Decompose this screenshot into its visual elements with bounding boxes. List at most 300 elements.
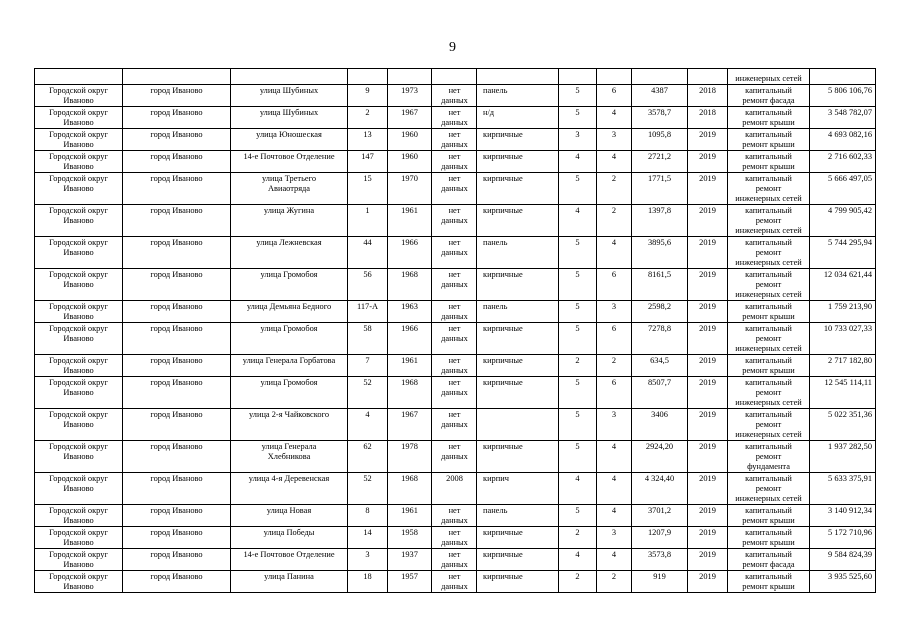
cell-line: ремонт крыши (742, 366, 795, 375)
cell-renovation-year (432, 237, 477, 269)
cell-renovation-year (432, 323, 477, 355)
cell-settlement (123, 355, 231, 377)
cell-line: Иваново (63, 484, 94, 493)
cell-empty (432, 69, 477, 85)
cell-house-number: 8 (348, 505, 388, 527)
cell-work-type: инженерных сетей (728, 69, 810, 85)
cell-line: город Иваново (150, 410, 203, 419)
cell-line: улица Громобоя (260, 270, 318, 279)
cell-settlement (123, 129, 231, 151)
cell-house-number: 117-А (348, 301, 388, 323)
cell-floors: 2 (559, 355, 597, 377)
cell-build-year: 1967 (388, 409, 432, 441)
cell-entrances: 4 (597, 441, 632, 473)
cell-line: улица 2-я Чайковского (248, 410, 330, 419)
cell-municipal-district (35, 269, 123, 301)
cell-cost: 4 799 905,42 (810, 205, 876, 237)
cell-line: Городской округ (49, 324, 108, 333)
cell-line: улица Третьего (261, 174, 317, 183)
cell-build-year: 1970 (388, 173, 432, 205)
cell-line: улица Громобоя (260, 324, 318, 333)
cell-line: улица 4-я Деревенская (248, 474, 330, 483)
cell-line: данных (441, 366, 468, 375)
cell-line: Городской округ (49, 378, 108, 387)
cell-work-type (728, 205, 810, 237)
table-row (35, 409, 876, 441)
cell-municipal-district (35, 151, 123, 173)
cell-line: данных (441, 216, 468, 225)
cell-plan-year: 2019 (688, 323, 728, 355)
cell-wall-material: панель (477, 85, 559, 107)
cell-build-year: 1958 (388, 527, 432, 549)
cell-line: Иваново (63, 388, 94, 397)
cell-line: ремонт (755, 388, 782, 397)
cell-plan-year: 2019 (688, 473, 728, 505)
cell-line: город Иваново (150, 442, 203, 451)
cell-line: ремонт крыши (742, 162, 795, 171)
cell-empty (810, 69, 876, 85)
cell-work-type (728, 441, 810, 473)
cell-street (231, 151, 348, 173)
cell-entrances: 4 (597, 549, 632, 571)
cell-line: Иваново (63, 280, 94, 289)
cell-line: данных (441, 96, 468, 105)
cell-empty (688, 69, 728, 85)
table-row (35, 549, 876, 571)
cell-line: капитальный (745, 474, 792, 483)
cell-entrances: 4 (597, 237, 632, 269)
cell-street (231, 269, 348, 301)
cell-entrances: 6 (597, 377, 632, 409)
cell-line: инженерных сетей (735, 258, 802, 267)
cell-floors: 5 (559, 441, 597, 473)
cell-line: улица Лежневская (256, 238, 322, 247)
cell-line: данных (441, 516, 468, 525)
cell-line: капитальный (745, 238, 792, 247)
cell-plan-year: 2019 (688, 571, 728, 593)
cell-municipal-district (35, 301, 123, 323)
cell-line: улица Победы (263, 528, 315, 537)
cell-municipal-district (35, 107, 123, 129)
cell-line: капитальный (745, 550, 792, 559)
cell-settlement (123, 473, 231, 505)
cell-plan-year: 2019 (688, 237, 728, 269)
cell-municipal-district (35, 173, 123, 205)
cell-cost: 4 693 082,16 (810, 129, 876, 151)
table-row (35, 151, 876, 173)
cell-area: 2598,2 (632, 301, 688, 323)
table-row (35, 355, 876, 377)
cell-line: Городской округ (49, 86, 108, 95)
cell-line: Городской округ (49, 302, 108, 311)
cell-house-number: 9 (348, 85, 388, 107)
cell-entrances: 4 (597, 505, 632, 527)
cell-street (231, 205, 348, 237)
table-row (35, 237, 876, 269)
cell-line: город Иваново (150, 86, 203, 95)
cell-floors: 5 (559, 377, 597, 409)
cell-house-number: 15 (348, 173, 388, 205)
cell-area: 634,5 (632, 355, 688, 377)
cell-build-year: 1960 (388, 151, 432, 173)
cell-empty (35, 69, 123, 85)
cell-line: ремонт (755, 420, 782, 429)
cell-line: Городской округ (49, 130, 108, 139)
cell-plan-year: 2019 (688, 205, 728, 237)
cell-municipal-district (35, 571, 123, 593)
cell-line: капитальный (745, 206, 792, 215)
cell-build-year: 1968 (388, 377, 432, 409)
cell-line: нет (448, 506, 461, 515)
cell-cost: 5 744 295,94 (810, 237, 876, 269)
cell-cost: 2 717 182,80 (810, 355, 876, 377)
cell-municipal-district (35, 129, 123, 151)
cell-area: 919 (632, 571, 688, 593)
cell-line: капитальный (745, 410, 792, 419)
cell-build-year: 1967 (388, 107, 432, 129)
cell-entrances: 4 (597, 151, 632, 173)
cell-street (231, 355, 348, 377)
cell-line: Иваново (63, 516, 94, 525)
cell-wall-material: кирпичные (477, 549, 559, 571)
cell-settlement (123, 505, 231, 527)
cell-house-number: 58 (348, 323, 388, 355)
cell-street (231, 571, 348, 593)
cell-line: данных (441, 334, 468, 343)
cell-line: данных (441, 248, 468, 257)
table-row (35, 107, 876, 129)
cell-line: капитальный (745, 324, 792, 333)
cell-wall-material: кирпичные (477, 441, 559, 473)
cell-entrances: 3 (597, 527, 632, 549)
cell-plan-year: 2019 (688, 505, 728, 527)
cell-line: данных (441, 280, 468, 289)
cell-build-year: 1963 (388, 301, 432, 323)
cell-line: город Иваново (150, 506, 203, 515)
cell-line: инженерных сетей (735, 194, 802, 203)
cell-area: 1095,8 (632, 129, 688, 151)
cell-renovation-year (432, 549, 477, 571)
cell-municipal-district (35, 505, 123, 527)
cell-municipal-district (35, 527, 123, 549)
cell-line: нет (448, 86, 461, 95)
cell-line: Городской округ (49, 238, 108, 247)
cell-area: 3406 (632, 409, 688, 441)
cell-renovation-year (432, 129, 477, 151)
table-row (35, 323, 876, 355)
cell-line: улица Панина (264, 572, 314, 581)
cell-line: капитальный (745, 108, 792, 117)
cell-renovation-year (432, 205, 477, 237)
cell-entrances: 2 (597, 205, 632, 237)
cell-work-type (728, 301, 810, 323)
cell-line: ремонт (755, 452, 782, 461)
cell-line: инженерных сетей (735, 226, 802, 235)
cell-build-year: 1937 (388, 549, 432, 571)
cell-street (231, 107, 348, 129)
cell-line: нет (448, 378, 461, 387)
cell-renovation-year (432, 527, 477, 549)
cell-settlement (123, 85, 231, 107)
cell-floors: 5 (559, 107, 597, 129)
cell-floors: 4 (559, 473, 597, 505)
cell-street (231, 505, 348, 527)
page-number: 9 (449, 40, 456, 55)
cell-line: город Иваново (150, 474, 203, 483)
cell-plan-year: 2019 (688, 301, 728, 323)
table-row (35, 129, 876, 151)
cell-renovation-year (432, 441, 477, 473)
cell-work-type (728, 269, 810, 301)
cell-line: город Иваново (150, 108, 203, 117)
cell-area: 2924,20 (632, 441, 688, 473)
cell-plan-year: 2018 (688, 107, 728, 129)
cell-build-year: 1961 (388, 205, 432, 237)
cell-line: город Иваново (150, 174, 203, 183)
housing-repair-register-table (34, 68, 876, 593)
cell-work-type (728, 85, 810, 107)
cell-plan-year: 2019 (688, 377, 728, 409)
cell-floors: 2 (559, 527, 597, 549)
cell-line: Городской округ (49, 550, 108, 559)
cell-line: капитальный (745, 572, 792, 581)
cell-work-type (728, 549, 810, 571)
cell-line: ремонт (755, 184, 782, 193)
cell-line: нет (448, 528, 461, 537)
table-row (35, 377, 876, 409)
cell-area: 3701,2 (632, 505, 688, 527)
cell-line: фундамента (747, 462, 790, 471)
cell-line: Городской округ (49, 356, 108, 365)
cell-settlement (123, 527, 231, 549)
cell-line: город Иваново (150, 152, 203, 161)
cell-line: капитальный (745, 152, 792, 161)
cell-settlement (123, 549, 231, 571)
cell-settlement (123, 205, 231, 237)
cell-entrances: 3 (597, 409, 632, 441)
cell-build-year: 1966 (388, 323, 432, 355)
cell-line: ремонт (755, 484, 782, 493)
cell-line: Городской округ (49, 442, 108, 451)
cell-line: Иваново (63, 184, 94, 193)
cell-municipal-district (35, 441, 123, 473)
cell-cost: 5 666 497,05 (810, 173, 876, 205)
cell-line: улица Генерала Горбатова (242, 356, 336, 365)
cell-plan-year: 2019 (688, 129, 728, 151)
cell-street (231, 473, 348, 505)
cell-line: нет (448, 206, 461, 215)
cell-cost: 1 759 213,90 (810, 301, 876, 323)
cell-floors: 5 (559, 237, 597, 269)
cell-house-number: 18 (348, 571, 388, 593)
cell-plan-year: 2019 (688, 549, 728, 571)
cell-entrances: 4 (597, 473, 632, 505)
cell-house-number: 4 (348, 409, 388, 441)
cell-street (231, 377, 348, 409)
cell-wall-material: панель (477, 237, 559, 269)
cell-line: улица Жугина (263, 206, 315, 215)
cell-line: город Иваново (150, 324, 203, 333)
cell-line: капитальный (745, 174, 792, 183)
cell-wall-material: кирпичные (477, 151, 559, 173)
cell-line: город Иваново (150, 356, 203, 365)
cell-line: Городской округ (49, 572, 108, 581)
cell-settlement (123, 377, 231, 409)
cell-line: город Иваново (150, 238, 203, 247)
cell-line: данных (441, 452, 468, 461)
table-row (35, 571, 876, 593)
cell-plan-year: 2018 (688, 85, 728, 107)
table-row (35, 505, 876, 527)
cell-empty (477, 69, 559, 85)
cell-line: Иваново (63, 538, 94, 547)
cell-line: Городской округ (49, 270, 108, 279)
cell-renovation-year (432, 107, 477, 129)
cell-area: 4387 (632, 85, 688, 107)
cell-settlement (123, 269, 231, 301)
cell-house-number: 56 (348, 269, 388, 301)
cell-line: улица Шубиных (259, 86, 319, 95)
cell-line: ремонт (755, 280, 782, 289)
cell-municipal-district (35, 85, 123, 107)
cell-cost: 3 935 525,60 (810, 571, 876, 593)
cell-plan-year: 2019 (688, 527, 728, 549)
cell-house-number: 44 (348, 237, 388, 269)
cell-cost: 12 034 621,44 (810, 269, 876, 301)
cell-line: ремонт крыши (742, 140, 795, 149)
cell-floors: 4 (559, 549, 597, 571)
cell-street (231, 549, 348, 571)
cell-area: 1771,5 (632, 173, 688, 205)
cell-line: Городской округ (49, 206, 108, 215)
cell-wall-material: кирпичные (477, 129, 559, 151)
cell-wall-material: кирпичные (477, 527, 559, 549)
cell-line: город Иваново (150, 528, 203, 537)
cell-entrances: 6 (597, 269, 632, 301)
cell-work-type (728, 173, 810, 205)
cell-line: Городской округ (49, 410, 108, 419)
cell-floors: 2 (559, 571, 597, 593)
cell-line: нет (448, 130, 461, 139)
cell-municipal-district (35, 377, 123, 409)
cell-entrances: 3 (597, 129, 632, 151)
cell-entrances: 2 (597, 173, 632, 205)
cell-wall-material: кирпичные (477, 377, 559, 409)
cell-work-type (728, 505, 810, 527)
cell-line: капитальный (745, 86, 792, 95)
cell-line: данных (441, 560, 468, 569)
cell-empty (123, 69, 231, 85)
cell-work-type (728, 527, 810, 549)
cell-line: нет (448, 410, 461, 419)
cell-build-year: 1968 (388, 269, 432, 301)
cell-build-year: 1961 (388, 505, 432, 527)
cell-line: город Иваново (150, 130, 203, 139)
cell-line: город Иваново (150, 206, 203, 215)
cell-line: улица Юношеская (256, 130, 322, 139)
cell-line: Иваново (63, 216, 94, 225)
cell-house-number: 52 (348, 377, 388, 409)
cell-entrances: 3 (597, 301, 632, 323)
cell-line: Иваново (63, 366, 94, 375)
cell-cost: 5 172 710,96 (810, 527, 876, 549)
cell-municipal-district (35, 237, 123, 269)
cell-line: город Иваново (150, 270, 203, 279)
cell-line: Иваново (63, 162, 94, 171)
cell-cost: 3 140 912,34 (810, 505, 876, 527)
cell-floors: 5 (559, 323, 597, 355)
cell-municipal-district (35, 409, 123, 441)
cell-line: ремонт крыши (742, 538, 795, 547)
cell-build-year: 1960 (388, 129, 432, 151)
cell-house-number: 52 (348, 473, 388, 505)
cell-municipal-district (35, 355, 123, 377)
cell-floors: 5 (559, 173, 597, 205)
cell-settlement (123, 409, 231, 441)
cell-house-number: 7 (348, 355, 388, 377)
cell-renovation-year (432, 301, 477, 323)
table-row (35, 205, 876, 237)
cell-street (231, 527, 348, 549)
cell-line: Иваново (63, 452, 94, 461)
cell-wall-material: панель (477, 505, 559, 527)
cell-empty (597, 69, 632, 85)
cell-settlement (123, 323, 231, 355)
cell-line: Иваново (63, 96, 94, 105)
cell-line: капитальный (745, 442, 792, 451)
cell-line: нет (448, 302, 461, 311)
cell-house-number: 13 (348, 129, 388, 151)
cell-line: ремонт фасада (742, 560, 795, 569)
cell-line: инженерных сетей (735, 430, 802, 439)
cell-cost: 2 716 602,33 (810, 151, 876, 173)
cell-area: 4 324,40 (632, 473, 688, 505)
cell-plan-year: 2019 (688, 269, 728, 301)
cell-work-type (728, 473, 810, 505)
table-row (35, 269, 876, 301)
cell-wall-material: кирпичные (477, 355, 559, 377)
cell-floors: 5 (559, 301, 597, 323)
cell-line: Иваново (63, 582, 94, 591)
cell-line: город Иваново (150, 302, 203, 311)
cell-line: 14-е Почтовое Отделение (243, 550, 335, 559)
cell-floors: 4 (559, 205, 597, 237)
cell-build-year: 1968 (388, 473, 432, 505)
cell-renovation-year (432, 355, 477, 377)
cell-work-type (728, 355, 810, 377)
cell-work-type (728, 237, 810, 269)
cell-line: Иваново (63, 140, 94, 149)
cell-renovation-year (432, 505, 477, 527)
cell-renovation-year (432, 571, 477, 593)
cell-line: данных (441, 312, 468, 321)
cell-line: Авиаотряда (267, 184, 311, 193)
cell-settlement (123, 173, 231, 205)
cell-line: Городской округ (49, 474, 108, 483)
cell-build-year: 1966 (388, 237, 432, 269)
cell-house-number: 147 (348, 151, 388, 173)
cell-street (231, 301, 348, 323)
cell-build-year: 1957 (388, 571, 432, 593)
cell-line: Городской округ (49, 152, 108, 161)
cell-floors: 5 (559, 269, 597, 301)
cell-line: нет (448, 442, 461, 451)
cell-settlement (123, 237, 231, 269)
cell-line: капитальный (745, 270, 792, 279)
cell-area: 8161,5 (632, 269, 688, 301)
cell-renovation-year (432, 473, 477, 505)
cell-line: инженерных сетей (735, 344, 802, 353)
